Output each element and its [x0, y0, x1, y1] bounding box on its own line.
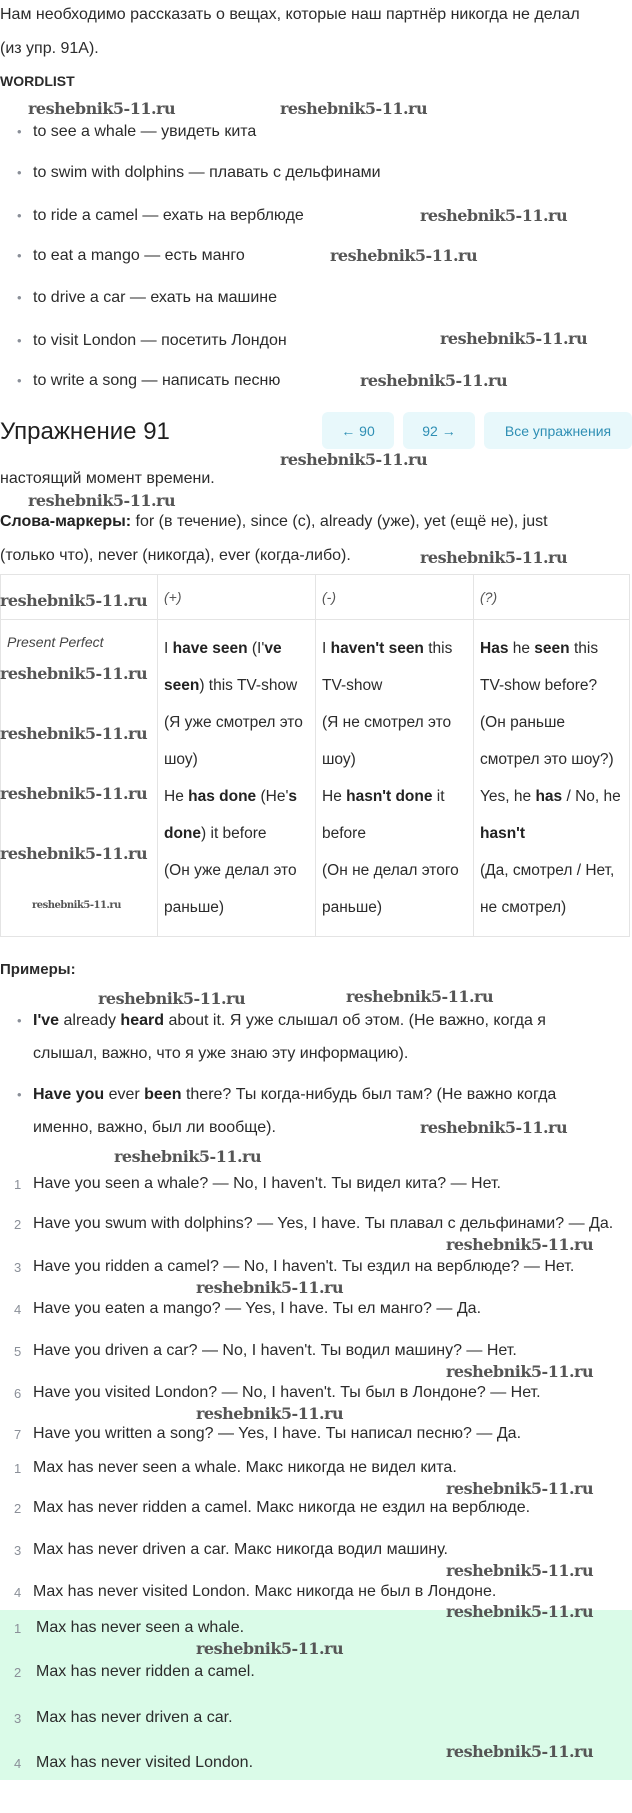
row-label: Present Perfect: [1, 620, 158, 937]
text-segment: there? Ты когда-нибудь был там? (Не важно когда: [181, 1086, 557, 1103]
watermark: reshebnik5-11.ru: [0, 844, 148, 863]
watermark: reshebnik5-11.ru: [114, 1147, 262, 1166]
watermark: reshebnik5-11.ru: [0, 784, 148, 803]
wordlist-item: • to eat a mango — есть манго: [33, 247, 245, 265]
wordlist-item: • to swim with dolphins — плавать с дельфинами: [33, 164, 381, 182]
text-segment: Yes, he: [480, 788, 536, 805]
bold-text: s done: [164, 788, 298, 842]
item-text: Have you driven a car? — No, I haven't. Ты водил машину? — Нет.: [33, 1342, 517, 1359]
example-line: [33, 1086, 556, 1104]
text-segment: this TV-show before?: [480, 640, 599, 694]
text-segment: already: [59, 1012, 121, 1029]
wordlist-item: • to visit London — посетить Лондон: [33, 332, 287, 350]
all-exercises-button[interactable]: Все упражнения: [484, 412, 632, 449]
item-number: 1: [14, 1177, 22, 1192]
watermark: reshebnik5-11.ru: [98, 989, 246, 1008]
item-text: Have you written a song? — Yes, I have. Ты написал песню? — Да.: [33, 1425, 522, 1442]
text-segment: ) this TV-show: [199, 677, 298, 694]
bold-text: haven't seen: [330, 640, 424, 657]
markers-label: Слова-маркеры:: [0, 513, 132, 530]
intro-line-2: (из упр. 91A).: [0, 40, 99, 57]
watermark: reshebnik5-11.ru: [360, 371, 508, 390]
item-text: Max has never driven a car. Макс никогда водил машину.: [33, 1541, 448, 1558]
examples-title: Примеры:: [0, 961, 76, 978]
watermark: reshebnik5-11.ru: [440, 329, 588, 348]
text-segment: he: [508, 640, 535, 657]
watermark: reshebnik5-11.ru: [446, 1362, 594, 1381]
item-text: Have you eaten a mango? — Yes, I have. Ты ел манго? — Да.: [33, 1300, 482, 1317]
item-text: Max has never ridden a camel.: [36, 1663, 255, 1680]
bold-text: seen: [534, 640, 570, 657]
text-segment: I: [164, 640, 173, 657]
item-number: 7: [14, 1427, 22, 1442]
theory-line: настоящий момент времени.: [0, 470, 215, 487]
watermark: reshebnik5-11.ru: [446, 1235, 594, 1254]
text-segment: (Он раньше смотрел это шоу?): [480, 714, 614, 768]
watermark: reshebnik5-11.ru: [420, 1118, 568, 1137]
item-number: 4: [14, 1302, 22, 1317]
item-text: Max has never visited London. Макс никогда не был в Лондоне.: [33, 1583, 497, 1600]
watermark: reshebnik5-11.ru: [420, 206, 568, 225]
watermark: reshebnik5-11.ru: [28, 491, 176, 510]
wordlist-item: • to ride a camel — ехать на верблюде: [33, 207, 304, 225]
bold-text: has done: [188, 788, 257, 805]
watermark: reshebnik5-11.ru: [0, 591, 148, 610]
text-segment: ) it before: [201, 825, 267, 842]
item-number: 6: [14, 1386, 22, 1401]
bold-text: hasn't done: [346, 788, 433, 805]
wordlist-item: • to write a song — написать песню: [33, 372, 280, 390]
text-segment: (Да, смотрел / Нет, не смотрел): [480, 862, 615, 916]
example-line: [33, 1119, 276, 1137]
bold-text: have seen: [172, 640, 248, 657]
text-segment: He: [164, 788, 189, 805]
watermark: reshebnik5-11.ru: [446, 1479, 594, 1498]
text-segment: about it. Я уже слышал об этом. (Не важно, когда я: [164, 1012, 546, 1029]
text-segment: слышал, важно, что я уже знаю эту информацию).: [33, 1045, 409, 1062]
item-number: 2: [14, 1501, 22, 1516]
item-text: Have you seen a whale? — No, I haven't. Ты видел кита? — Нет.: [33, 1175, 501, 1192]
watermark: reshebnik5-11.ru: [196, 1278, 344, 1297]
watermark: reshebnik5-11.ru: [28, 99, 176, 118]
watermark: reshebnik5-11.ru: [280, 99, 428, 118]
table-header: (-): [316, 575, 474, 620]
wordlist-title: WORDLIST: [0, 73, 75, 89]
item-number: 1: [14, 1461, 22, 1476]
item-text: Max has never ridden a camel. Макс никогда не ездил на верблюде.: [33, 1499, 531, 1516]
item-number: 2: [14, 1217, 22, 1232]
table-cell-positive: [158, 620, 316, 937]
text-segment: (He': [256, 788, 289, 805]
watermark: reshebnik5-11.ru: [196, 1404, 344, 1423]
example-line: [33, 1012, 546, 1030]
watermark: reshebnik5-11.ru: [0, 664, 148, 683]
markers-text: for (в течение), since (с), already (уже), yet (ещё не), just: [131, 513, 548, 530]
bold-text: Has: [480, 640, 509, 657]
watermark: reshebnik5-11.ru: [330, 246, 478, 265]
item-text: Max has never seen a whale.: [36, 1619, 245, 1636]
table-cell-question: [474, 620, 630, 937]
text-segment: this TV-show: [322, 640, 453, 694]
watermark: reshebnik5-11.ru: [446, 1742, 594, 1761]
watermark: reshebnik5-11.ru: [280, 450, 428, 469]
text-segment: (Он уже делал это раньше): [164, 862, 297, 916]
item-number: 1: [14, 1621, 22, 1636]
example-line: [33, 1045, 408, 1063]
item-number: 2: [14, 1665, 22, 1680]
wordlist-item: • to see a whale — увидеть кита: [33, 123, 256, 141]
item-text: Have you swum with dolphins? — Yes, I have. Ты плавал с дельфинами? — Да.: [33, 1215, 614, 1232]
next-exercise-button[interactable]: 92 →: [403, 412, 475, 449]
item-number: 5: [14, 1344, 22, 1359]
watermark: reshebnik5-11.ru: [32, 900, 121, 911]
bold-text: heard: [120, 1012, 164, 1029]
bold-text: I've: [33, 1012, 60, 1029]
item-text: Max has never driven a car.: [36, 1709, 233, 1726]
watermark: reshebnik5-11.ru: [196, 1639, 344, 1658]
table-cell-negative: [316, 620, 474, 937]
item-text: Have you ridden a camel? — No, I haven't. Ты ездил на верблюде? — Нет.: [33, 1258, 575, 1275]
item-number: 3: [14, 1543, 22, 1558]
text-segment: (I': [247, 640, 265, 657]
table-header: (?): [474, 575, 630, 620]
wordlist-item: • to drive a car — ехать на машине: [33, 289, 277, 307]
text-segment: ever: [104, 1086, 145, 1103]
text-segment: (Он не делал этого раньше): [322, 862, 459, 916]
text-segment: (Я не смотрел это шоу): [322, 714, 452, 768]
text-segment: / No, he: [562, 788, 621, 805]
bold-text: been: [144, 1086, 182, 1103]
text-segment: (Я уже смотрел это шоу): [164, 714, 303, 768]
bold-text: ve seen: [164, 640, 282, 694]
item-number: 3: [14, 1260, 22, 1275]
bold-text: hasn't: [480, 825, 526, 842]
text-segment: it before: [322, 788, 445, 842]
text-segment: именно, важно, был ли вообще).: [33, 1119, 276, 1136]
prev-exercise-button[interactable]: ← 90: [322, 412, 394, 449]
watermark: reshebnik5-11.ru: [0, 724, 148, 743]
item-number: 4: [14, 1585, 22, 1600]
page-title: Упражнение 91: [0, 418, 170, 445]
bold-text: Have you: [33, 1086, 105, 1103]
item-text: Have you visited London? — No, I haven't. Ты был в Лондоне? — Нет.: [33, 1384, 541, 1401]
item-text: Max has never seen a whale. Макс никогда не видел кита.: [33, 1459, 457, 1476]
watermark: reshebnik5-11.ru: [346, 987, 494, 1006]
item-text: Max has never visited London.: [36, 1754, 254, 1771]
watermark: reshebnik5-11.ru: [420, 548, 568, 567]
watermark: reshebnik5-11.ru: [446, 1602, 594, 1621]
present-perfect-table: [0, 574, 630, 937]
markers-line-1: [0, 513, 548, 531]
intro-line-1: Нам необходимо рассказать о вещах, которые наш партнёр никогда не делал: [0, 6, 580, 23]
table-header: (+): [158, 575, 316, 620]
item-number: 3: [14, 1711, 22, 1726]
bold-text: has: [535, 788, 563, 805]
markers-line-2: (только что), never (никогда), ever (когда-либо).: [0, 547, 351, 564]
watermark: reshebnik5-11.ru: [446, 1561, 594, 1580]
item-number: 4: [14, 1756, 22, 1771]
text-segment: I: [322, 640, 331, 657]
text-segment: He: [322, 788, 347, 805]
